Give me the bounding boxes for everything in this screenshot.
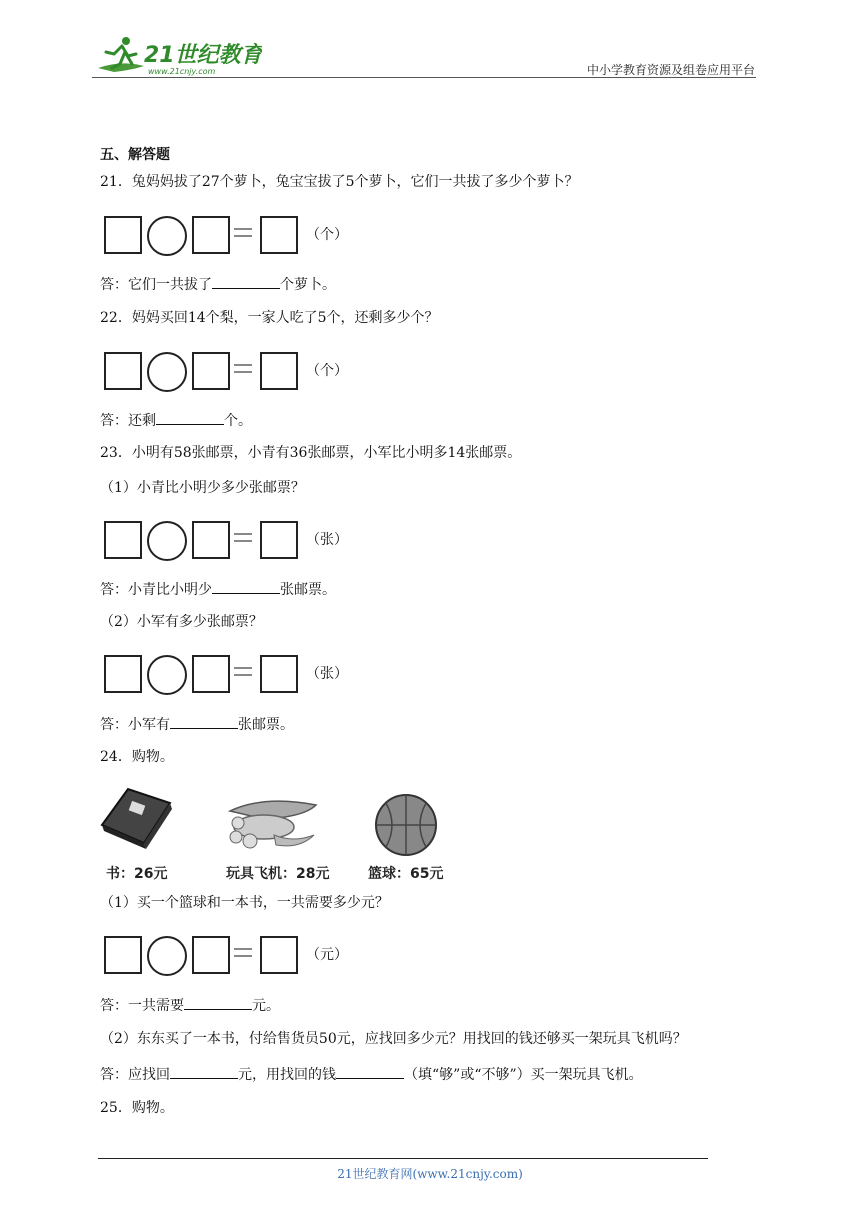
unit-label: （个） — [306, 227, 348, 243]
answer-prefix: 答：小军有 — [100, 717, 170, 733]
equation-q23-2 — [104, 655, 364, 695]
operator-circle[interactable] — [147, 936, 187, 976]
unit-label: （元） — [306, 947, 348, 963]
unit-label: （张） — [306, 532, 348, 548]
operand-box[interactable] — [104, 216, 142, 254]
answer-21 — [100, 274, 336, 295]
operand-box[interactable] — [104, 521, 142, 559]
operand-box[interactable] — [192, 216, 230, 254]
question-23-part-2: （2）小军有多少张邮票？ — [100, 614, 263, 630]
answer-suffix: 张邮票。 — [280, 582, 336, 598]
question-24-part-2: （2）东东买了一本书，付给售货员50元，应找回多少元？用找回的钱还够买一架玩具飞机吗？ — [100, 1031, 687, 1047]
answer-prefix: 答：应找回 — [100, 1067, 170, 1083]
operator-circle[interactable] — [147, 352, 187, 392]
book-icon — [100, 785, 174, 851]
unit-label: （个） — [306, 363, 348, 379]
operator-circle[interactable] — [147, 216, 187, 256]
answer-prefix: 答：小青比小明少 — [100, 582, 212, 598]
answer-prefix: 答：一共需要 — [100, 998, 184, 1014]
question-25: 25．购物。 — [100, 1100, 174, 1116]
toy-plane-icon — [224, 795, 324, 851]
platform-name: 中小学教育资源及组卷应用平台 — [586, 63, 755, 77]
operator-circle[interactable] — [147, 655, 187, 695]
answer-blank[interactable] — [212, 274, 280, 289]
operand-box[interactable] — [192, 352, 230, 390]
answer-23-2 — [100, 714, 294, 735]
answer-blank[interactable] — [170, 1064, 238, 1079]
operator-circle[interactable] — [147, 521, 187, 561]
equation-q23-1 — [104, 521, 364, 561]
unit-label: （张） — [306, 666, 348, 682]
answer-blank[interactable] — [156, 410, 224, 425]
equals-sign — [234, 228, 252, 238]
answer-blank[interactable] — [336, 1064, 404, 1079]
header-divider — [92, 77, 756, 78]
item-caption-basketball: 篮球：65元 — [368, 866, 444, 882]
answer-22 — [100, 410, 252, 431]
result-box[interactable] — [260, 216, 298, 254]
operand-box[interactable] — [104, 352, 142, 390]
footer-text: 21世纪教育网(www.21cnjy.com) — [337, 1167, 523, 1181]
answer-blank[interactable] — [212, 579, 280, 594]
answer-suffix: 元。 — [252, 998, 280, 1014]
answer-23-1 — [100, 579, 336, 600]
operand-box[interactable] — [104, 936, 142, 974]
answer-blank[interactable] — [170, 714, 238, 729]
equals-sign — [234, 364, 252, 374]
result-box[interactable] — [260, 936, 298, 974]
equals-sign — [234, 533, 252, 543]
equals-sign — [234, 948, 252, 958]
question-22: 22．妈妈买回14个梨，一家人吃了5个，还剩多少个？ — [100, 310, 439, 326]
answer-24-1 — [100, 995, 280, 1016]
svg-text:www.21cnjy.com: www.21cnjy.com — [148, 67, 216, 76]
item-caption-plane: 玩具飞机：28元 — [226, 866, 330, 882]
operand-box[interactable] — [104, 655, 142, 693]
runner-logo-icon — [92, 34, 262, 80]
result-box[interactable] — [260, 352, 298, 390]
answer-prefix: 答：还剩 — [100, 413, 156, 429]
result-box[interactable] — [260, 655, 298, 693]
basketball-icon — [374, 793, 438, 857]
answer-suffix: 张邮票。 — [238, 717, 294, 733]
question-21: 21．兔妈妈拔了27个萝卜，兔宝宝拔了5个萝卜，它们一共拔了多少个萝卜？ — [100, 174, 579, 190]
section-title: 五、解答题 — [100, 147, 170, 163]
operand-box[interactable] — [192, 936, 230, 974]
question-23: 23．小明有58张邮票，小青有36张邮票，小军比小明多14张邮票。 — [100, 445, 522, 461]
answer-middle: 元，用找回的钱 — [238, 1067, 336, 1083]
answer-suffix: 个萝卜。 — [280, 277, 336, 293]
operand-box[interactable] — [192, 521, 230, 559]
question-24-part-1: （1）买一个篮球和一本书，一共需要多少元？ — [100, 895, 389, 911]
question-24: 24．购物。 — [100, 749, 174, 765]
answer-blank[interactable] — [184, 995, 252, 1010]
answer-prefix: 答：它们一共拔了 — [100, 277, 212, 293]
equation-q22 — [104, 352, 364, 392]
footer-divider — [98, 1158, 708, 1159]
operand-box[interactable] — [192, 655, 230, 693]
site-logo — [92, 34, 262, 80]
result-box[interactable] — [260, 521, 298, 559]
equals-sign — [234, 667, 252, 677]
question-23-part-1: （1）小青比小明少多少张邮票？ — [100, 480, 305, 496]
item-caption-book: 书：26元 — [106, 866, 168, 882]
equation-q21 — [104, 216, 364, 256]
svg-text:21世纪教育: 21世纪教育 — [144, 43, 262, 68]
answer-suffix: 个。 — [224, 413, 252, 429]
answer-suffix: （填“够”或“不够”）买一架玩具飞机。 — [404, 1067, 643, 1083]
answer-24-2 — [100, 1064, 643, 1085]
equation-q24-1 — [104, 936, 364, 976]
